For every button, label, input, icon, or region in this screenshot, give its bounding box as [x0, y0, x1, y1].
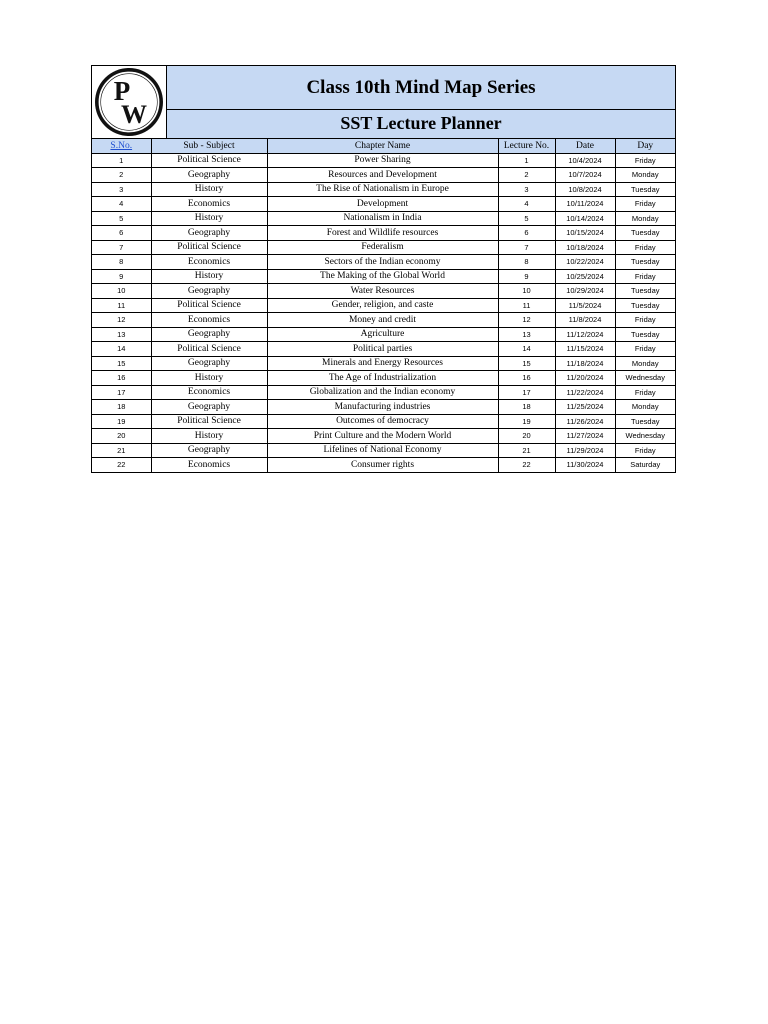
cell-subject: Geography	[151, 443, 267, 458]
planner-rows	[92, 153, 675, 472]
table-row	[92, 342, 675, 357]
cell-chapter: Gender, religion, and caste	[267, 298, 498, 313]
cell-day: Friday	[615, 313, 675, 328]
cell-lecture: 16	[498, 371, 555, 386]
table-row	[92, 443, 675, 458]
table-row	[92, 255, 675, 270]
cell-subject: History	[151, 371, 267, 386]
cell-sno: 10	[92, 284, 151, 299]
cell-subject: Economics	[151, 255, 267, 270]
cell-chapter: Minerals and Energy Resources	[267, 356, 498, 371]
cell-chapter: Resources and Development	[267, 168, 498, 183]
cell-day: Tuesday	[615, 327, 675, 342]
cell-date: 10/4/2024	[555, 153, 615, 168]
cell-day: Friday	[615, 342, 675, 357]
cell-date: 11/15/2024	[555, 342, 615, 357]
cell-sno: 3	[92, 182, 151, 197]
table-row	[92, 182, 675, 197]
table-row	[92, 458, 675, 472]
column-header-chapter: Chapter Name	[267, 139, 498, 153]
table-row	[92, 356, 675, 371]
cell-day: Friday	[615, 385, 675, 400]
cell-day: Friday	[615, 443, 675, 458]
planner-title: Class 10th Mind Map Series	[167, 66, 675, 110]
table-row	[92, 197, 675, 212]
cell-date: 11/8/2024	[555, 313, 615, 328]
cell-sno: 12	[92, 313, 151, 328]
cell-subject: Geography	[151, 327, 267, 342]
cell-subject: Political Science	[151, 240, 267, 255]
cell-sno: 6	[92, 226, 151, 241]
cell-day: Monday	[615, 356, 675, 371]
cell-subject: Political Science	[151, 342, 267, 357]
cell-day: Tuesday	[615, 226, 675, 241]
cell-subject: Economics	[151, 197, 267, 212]
cell-sno: 18	[92, 400, 151, 415]
table-row	[92, 153, 675, 168]
cell-subject: History	[151, 269, 267, 284]
cell-sno: 20	[92, 429, 151, 444]
cell-date: 10/18/2024	[555, 240, 615, 255]
cell-date: 11/22/2024	[555, 385, 615, 400]
cell-date: 11/5/2024	[555, 298, 615, 313]
table-row	[92, 298, 675, 313]
cell-chapter: Federalism	[267, 240, 498, 255]
cell-date: 10/11/2024	[555, 197, 615, 212]
cell-date: 10/22/2024	[555, 255, 615, 270]
cell-subject: Geography	[151, 284, 267, 299]
cell-day: Monday	[615, 400, 675, 415]
cell-day: Tuesday	[615, 182, 675, 197]
cell-subject: Economics	[151, 385, 267, 400]
cell-sno: 1	[92, 153, 151, 168]
cell-lecture: 17	[498, 385, 555, 400]
cell-lecture: 13	[498, 327, 555, 342]
cell-lecture: 3	[498, 182, 555, 197]
cell-chapter: Money and credit	[267, 313, 498, 328]
cell-date: 11/25/2024	[555, 400, 615, 415]
cell-sno: 5	[92, 211, 151, 226]
cell-subject: Geography	[151, 226, 267, 241]
cell-subject: Political Science	[151, 414, 267, 429]
cell-sno: 7	[92, 240, 151, 255]
cell-lecture: 10	[498, 284, 555, 299]
pw-logo-icon	[94, 67, 164, 137]
cell-chapter: Globalization and the Indian economy	[267, 385, 498, 400]
cell-date: 10/8/2024	[555, 182, 615, 197]
cell-lecture: 22	[498, 458, 555, 472]
lecture-planner-sheet	[91, 65, 676, 473]
cell-sno: 14	[92, 342, 151, 357]
table-row	[92, 240, 675, 255]
cell-day: Friday	[615, 153, 675, 168]
table-row	[92, 429, 675, 444]
cell-subject: History	[151, 429, 267, 444]
cell-lecture: 8	[498, 255, 555, 270]
cell-sno: 13	[92, 327, 151, 342]
cell-subject: History	[151, 182, 267, 197]
cell-day: Monday	[615, 211, 675, 226]
column-header-date: Date	[555, 139, 615, 153]
table-row	[92, 211, 675, 226]
cell-date: 11/30/2024	[555, 458, 615, 472]
cell-chapter: Forest and Wildlife resources	[267, 226, 498, 241]
cell-chapter: Nationalism in India	[267, 211, 498, 226]
table-header-row	[92, 139, 675, 153]
cell-lecture: 15	[498, 356, 555, 371]
cell-sno: 19	[92, 414, 151, 429]
cell-day: Friday	[615, 269, 675, 284]
cell-chapter: Power Sharing	[267, 153, 498, 168]
cell-lecture: 14	[498, 342, 555, 357]
svg-text:P: P	[113, 76, 131, 106]
cell-day: Saturday	[615, 458, 675, 472]
cell-subject: Political Science	[151, 298, 267, 313]
planner-subtitle: SST Lecture Planner	[340, 113, 502, 133]
cell-lecture: 19	[498, 414, 555, 429]
cell-lecture: 9	[498, 269, 555, 284]
cell-lecture: 2	[498, 168, 555, 183]
cell-day: Wednesday	[615, 371, 675, 386]
table-row	[92, 400, 675, 415]
table-row	[92, 327, 675, 342]
cell-date: 11/26/2024	[555, 414, 615, 429]
cell-subject: Geography	[151, 356, 267, 371]
column-header-day: Day	[615, 139, 675, 153]
cell-date: 10/7/2024	[555, 168, 615, 183]
cell-sno: 15	[92, 356, 151, 371]
cell-sno: 2	[92, 168, 151, 183]
cell-chapter: Political parties	[267, 342, 498, 357]
column-header-subject: Sub - Subject	[151, 139, 267, 153]
cell-lecture: 18	[498, 400, 555, 415]
cell-day: Friday	[615, 240, 675, 255]
cell-sno: 21	[92, 443, 151, 458]
cell-day: Wednesday	[615, 429, 675, 444]
cell-chapter: Manufacturing industries	[267, 400, 498, 415]
cell-day: Monday	[615, 168, 675, 183]
cell-date: 11/12/2024	[555, 327, 615, 342]
table-row	[92, 284, 675, 299]
planner-header	[92, 66, 675, 139]
cell-chapter: The Age of Industrialization	[267, 371, 498, 386]
column-header-sno[interactable]: S.No.	[92, 139, 151, 153]
table-row	[92, 371, 675, 386]
table-row	[92, 168, 675, 183]
cell-chapter: Agriculture	[267, 327, 498, 342]
cell-lecture: 21	[498, 443, 555, 458]
cell-sno: 11	[92, 298, 151, 313]
cell-sno: 22	[92, 458, 151, 472]
cell-subject: Geography	[151, 168, 267, 183]
cell-day: Tuesday	[615, 414, 675, 429]
cell-sno: 8	[92, 255, 151, 270]
table-row	[92, 226, 675, 241]
cell-subject: Geography	[151, 400, 267, 415]
table-row	[92, 313, 675, 328]
logo-cell	[92, 66, 167, 138]
cell-day: Friday	[615, 197, 675, 212]
cell-chapter: Development	[267, 197, 498, 212]
cell-date: 11/20/2024	[555, 371, 615, 386]
cell-sno: 17	[92, 385, 151, 400]
table-row	[92, 269, 675, 284]
table-row	[92, 385, 675, 400]
cell-date: 10/29/2024	[555, 284, 615, 299]
cell-chapter: Sectors of the Indian economy	[267, 255, 498, 270]
cell-lecture: 1	[498, 153, 555, 168]
cell-date: 11/29/2024	[555, 443, 615, 458]
cell-subject: Economics	[151, 458, 267, 472]
cell-day: Tuesday	[615, 255, 675, 270]
cell-subject: History	[151, 211, 267, 226]
table-row	[92, 414, 675, 429]
cell-chapter: The Rise of Nationalism in Europe	[267, 182, 498, 197]
svg-text:W: W	[121, 100, 147, 129]
cell-chapter: Water Resources	[267, 284, 498, 299]
cell-subject: Political Science	[151, 153, 267, 168]
cell-chapter: Outcomes of democracy	[267, 414, 498, 429]
cell-lecture: 7	[498, 240, 555, 255]
cell-date: 10/25/2024	[555, 269, 615, 284]
cell-lecture: 5	[498, 211, 555, 226]
cell-subject: Economics	[151, 313, 267, 328]
cell-date: 10/14/2024	[555, 211, 615, 226]
cell-date: 10/15/2024	[555, 226, 615, 241]
planner-table	[92, 139, 675, 472]
cell-chapter: The Making of the Global World	[267, 269, 498, 284]
cell-day: Tuesday	[615, 298, 675, 313]
cell-lecture: 6	[498, 226, 555, 241]
cell-chapter: Lifelines of National Economy	[267, 443, 498, 458]
cell-sno: 9	[92, 269, 151, 284]
column-header-lecture: Lecture No.	[498, 139, 555, 153]
cell-date: 11/27/2024	[555, 429, 615, 444]
cell-date: 11/18/2024	[555, 356, 615, 371]
cell-lecture: 4	[498, 197, 555, 212]
cell-chapter: Consumer rights	[267, 458, 498, 472]
cell-sno: 16	[92, 371, 151, 386]
cell-sno: 4	[92, 197, 151, 212]
cell-lecture: 12	[498, 313, 555, 328]
cell-lecture: 11	[498, 298, 555, 313]
cell-lecture: 20	[498, 429, 555, 444]
cell-chapter: Print Culture and the Modern World	[267, 429, 498, 444]
cell-day: Tuesday	[615, 284, 675, 299]
